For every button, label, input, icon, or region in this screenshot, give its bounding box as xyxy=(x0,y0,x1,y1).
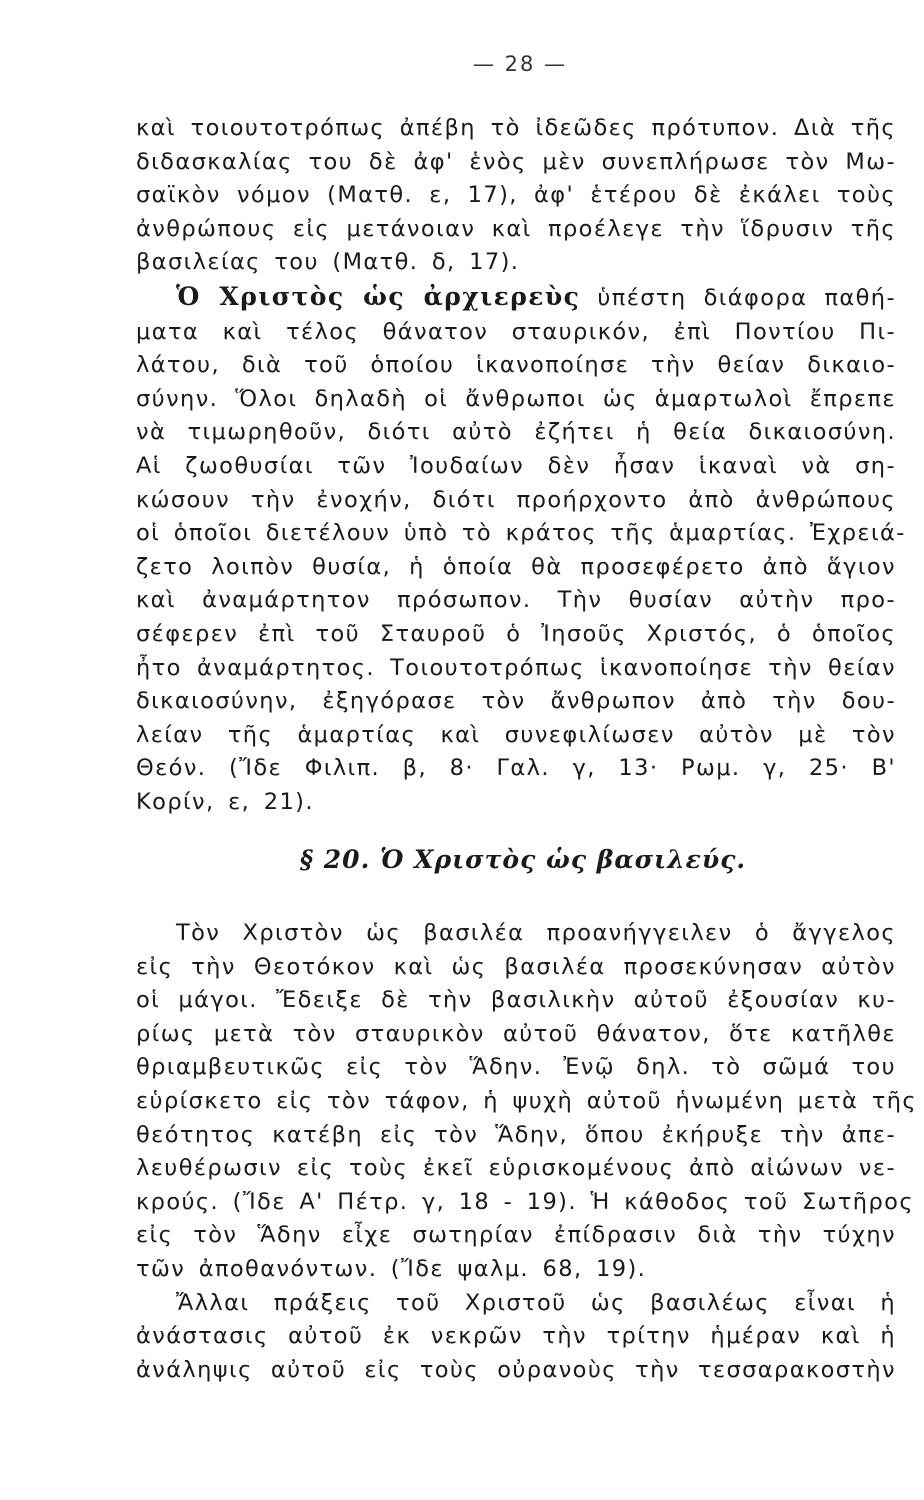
text-line xyxy=(136,280,896,316)
text-line: ζετο λοιπὸν θυσία, ἡ ὁποία θὰ προσεφέρετο ἀπὸ ἅγιον xyxy=(136,553,896,580)
text-line: οἱ μάγοι. Ἔδειξε δὲ τὴν βασιλικὴν αὐτοῦ ἐξουσίαν κυ- xyxy=(136,987,896,1014)
text-line: εὑρίσκετο εἰς τὸν τάφον, ἡ ψυχὴ αὐτοῦ ἡνωμένη μετὰ τῆς xyxy=(136,1087,918,1114)
text-line: κρούς. (Ἴδε Α' Πέτρ. γ, 18 - 19). Ἡ κάθοδος τοῦ Σωτῆρος xyxy=(136,1188,914,1215)
text-line: θριαμβευτικῶς εἰς τὸν Ἅδην. Ἐνῷ δηλ. τὸ σῶμά του xyxy=(136,1054,896,1081)
paragraph-4 xyxy=(136,1287,896,1388)
text-line: εἰς τὴν Θεοτόκον καὶ ὡς βασιλέα προσεκύνησαν αὐτὸν xyxy=(136,953,896,980)
text-line: Κορίν, ε, 21). xyxy=(136,788,314,815)
text-line: τῶν ἀποθανόντων. (Ἴδε ψαλμ. 68, 19). xyxy=(136,1255,647,1282)
text-line xyxy=(136,1354,896,1388)
text-line: εἰς τὸν Ἅδην εἶχε σωτηρίαν ἐπίδρασιν διὰ τὴν τύχην xyxy=(136,1222,896,1249)
text-line: Τὸν Χριστὸν ὡς βασιλέα προανήγγειλεν ὁ ἄγγελος xyxy=(176,920,896,946)
text-line: λευθέρωσιν εἰς τοὺς ἐκεῖ εὑρισκομένους ἀπὸ αἰώνων νε- xyxy=(136,1155,896,1182)
text-block-lower xyxy=(136,917,918,1387)
emphasized-word: ἀνάστασις xyxy=(136,1323,269,1350)
paragraph-3 xyxy=(136,917,918,1287)
text-line: σαϊκὸν νόμον (Ματθ. ε, 17), ἀφ' ἑτέρου δὲ ἐκάλει τοὺς xyxy=(136,182,896,209)
text-line: Θεόν. (Ἴδε Φιλιπ. β, 8· Γαλ. γ, 13· Ρωμ. γ, 25· Β' xyxy=(136,755,896,782)
text-line: Ἄλλαι πράξεις τοῦ Χριστοῦ ὡς βασιλέως εἶναι ἡ xyxy=(176,1289,896,1316)
text-line xyxy=(136,1320,896,1354)
text-line: σύνην. Ὅλοι δηλαδὴ οἱ ἄνθρωποι ὡς ἁμαρτωλοὶ ἔπρεπε xyxy=(136,385,896,412)
section-heading: § 20. Ὁ Χριστὸς ὡς βασιλεύς. xyxy=(300,845,747,874)
text-line: καὶ τοιουτοτρόπως ἀπέβη τὸ ἰδεῶδες πρότυπον. Διὰ τῆς xyxy=(136,115,896,141)
bold-lead-phrase: Ὁ Χριστὸς ὡς ἀρχιερεὺς xyxy=(176,281,581,311)
text-fragment: αὐτοῦ ἐκ νεκρῶν τὴν τρίτην ἡμέραν καὶ ἡ xyxy=(268,1323,896,1350)
text-line: Αἱ ζωοθυσίαι τῶν Ἰουδαίων δὲν ἦσαν ἱκαναὶ νὰ ση- xyxy=(136,452,896,479)
text-fragment: αὐτοῦ εἰς τοὺς οὐρανοὺς τὴν τεσσαρακοστὴν xyxy=(252,1356,896,1383)
paragraph-1 xyxy=(136,112,896,280)
text-line: σέφερεν ἐπὶ τοῦ Σταυροῦ ὁ Ἰησοῦς Χριστός, ὁ ὁποῖος xyxy=(136,620,896,647)
text-block-upper xyxy=(136,112,906,819)
text-line: βασιλείας του (Ματθ. δ, 17). xyxy=(136,249,520,276)
text-line: κώσουν τὴν ἐνοχήν, διότι προήρχοντο ἀπὸ ἀνθρώπους xyxy=(136,486,896,513)
text-line: λάτου, διὰ τοῦ ὁποίου ἱκανοποίησε τὴν θείαν δικαιο- xyxy=(136,352,896,379)
text-line: ἦτο ἀναμάρτητος. Τοιουτοτρόπως ἱκανοποίησε τὴν θείαν xyxy=(136,654,896,681)
text-line: λείαν τῆς ἁμαρτίας καὶ συνεφιλίωσεν αὐτὸν μὲ τὸν xyxy=(136,721,896,748)
text-line: νὰ τιμωρηθοῦν, διότι αὐτὸ ἐζήτει ἡ θεία δικαιοσύνη. xyxy=(136,419,896,446)
text-line: ρίως μετὰ τὸν σταυρικὸν αὐτοῦ θάνατον, ὅτε κατῆλθε xyxy=(136,1020,896,1047)
text-line: οἱ ὁποῖοι διετέλουν ὑπὸ τὸ κράτος τῆς ἁμαρτίας. Ἐχρειά- xyxy=(136,520,906,547)
text-line: θεότητος κατέβη εἰς τὸν Ἅδην, ὅπου ἐκήρυξε τὴν ἀπε- xyxy=(136,1121,896,1148)
page-number: — 28 — xyxy=(472,52,568,76)
text-fragment: ὑπέστη διάφορα παθή- xyxy=(597,284,896,311)
text-line: ματα καὶ τέλος θάνατον σταυρικόν, ἐπὶ Ποντίου Πι- xyxy=(136,318,896,345)
text-line: καὶ ἀναμάρτητον πρόσωπον. Τὴν θυσίαν αὐτὴν προ- xyxy=(136,587,896,614)
text-line: δικαιοσύνην, ἐξηγόρασε τὸν ἄνθρωπον ἀπὸ τὴν δου- xyxy=(136,688,896,715)
paragraph-2 xyxy=(136,280,906,820)
text-line: ἀνθρώπους εἰς μετάνοιαν καὶ προέλεγε τὴν ἵδρυσιν τῆς xyxy=(136,215,896,242)
emphasized-word: ἀνάληψις xyxy=(136,1356,253,1383)
text-line: διδασκαλίας του δὲ ἀφ' ἑνὸς μὲν συνεπλήρωσε τὸν Μω- xyxy=(136,148,896,175)
